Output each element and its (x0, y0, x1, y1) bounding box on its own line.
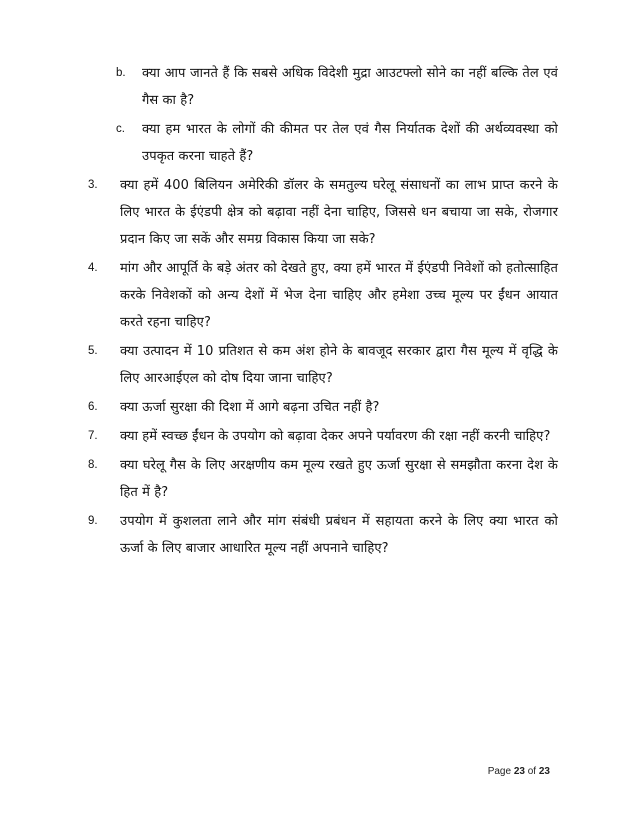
list-item (88, 255, 558, 336)
item-text: उपयोग में कुशलता लाने और मांग संबंधी प्रबंधन में सहायता करने के लिए क्या भारत को ऊर्जा के लिए बाजार आधारित मूल्य नहीं अपनाने चाहिए? (120, 514, 558, 556)
item-marker: 3. (88, 179, 98, 191)
list-item (88, 394, 558, 421)
item-text: क्या हम भारत के लोगों की कीमत पर तेल एवं गैस निर्यातक देशों की अर्थव्यवस्था को उपकृत करना चाहते हैं? (142, 122, 558, 164)
item-text: क्या हमें स्वच्छ ईंधन के उपयोग को बढ़ावा देकर अपने पर्यावरण की रक्षा नहीं करनी चाहिए? (120, 429, 551, 444)
item-text: क्या उत्पादन में 10 प्रतिशत से कम अंश होने के बावजूद सरकार द्वारा गैस मूल्य में वृद्धि के लिए आरआईएल को दोष दिया जाना चाहिए? (120, 344, 558, 386)
of-label: of (527, 766, 537, 777)
item-marker: 9. (88, 515, 98, 527)
item-marker: b. (116, 67, 126, 79)
list-item (88, 508, 558, 562)
list-item (88, 452, 558, 506)
item-marker: 6. (88, 401, 98, 413)
total-pages-number: 23 (538, 766, 550, 777)
item-marker: 4. (88, 262, 98, 274)
item-marker: 7. (88, 430, 98, 442)
item-marker: c. (116, 123, 125, 135)
item-text: क्या ऊर्जा सुरक्षा की दिशा में आगे बढ़ना उचित नहीं है? (120, 400, 380, 415)
item-text: क्या घरेलू गैस के लिए अरक्षणीय कम मूल्य रखते हुए ऊर्जा सुरक्षा से समझौता करना देश के हित में है? (120, 458, 558, 500)
item-marker: 8. (88, 459, 98, 471)
list-item (88, 116, 558, 170)
page-label: Page (487, 766, 512, 777)
list-item (88, 423, 558, 450)
item-text: क्या आप जानते हैं कि सबसे अधिक विदेशी मुद्रा आउटफ्लो सोने का नहीं बल्कि तेल एवं गैस का है? (142, 66, 558, 108)
list-item (88, 338, 558, 392)
current-page-number: 23 (513, 766, 525, 777)
list-item (88, 172, 558, 253)
page-footer (488, 766, 550, 777)
item-text: क्या हमें 400 बिलियन अमेरिकी डॉलर के समतुल्य घरेलू संसाधनों का लाभ प्राप्त करने के लिए भारत के ईएंडपी क्षेत्र को बढ़ावा नहीं देना चाहिए, जिससे धन बचाया जा सके, रोजगार प्रदान किए जा सकें और समग्र विकास किया जा सके? (120, 178, 558, 247)
list-item (88, 60, 558, 114)
item-text: मांग और आपूर्ति के बड़े अंतर को देखते हुए, क्या हमें भारत में ईएंडपी निवेशों को हतोत्साहित करके निवेशकों को अन्य देशों में भेज देना चाहिए और हमेशा उच्च मूल्य पर ईंधन आयात करते रहना चाहिए? (120, 261, 558, 330)
item-marker: 5. (88, 345, 98, 357)
question-list (88, 60, 558, 564)
